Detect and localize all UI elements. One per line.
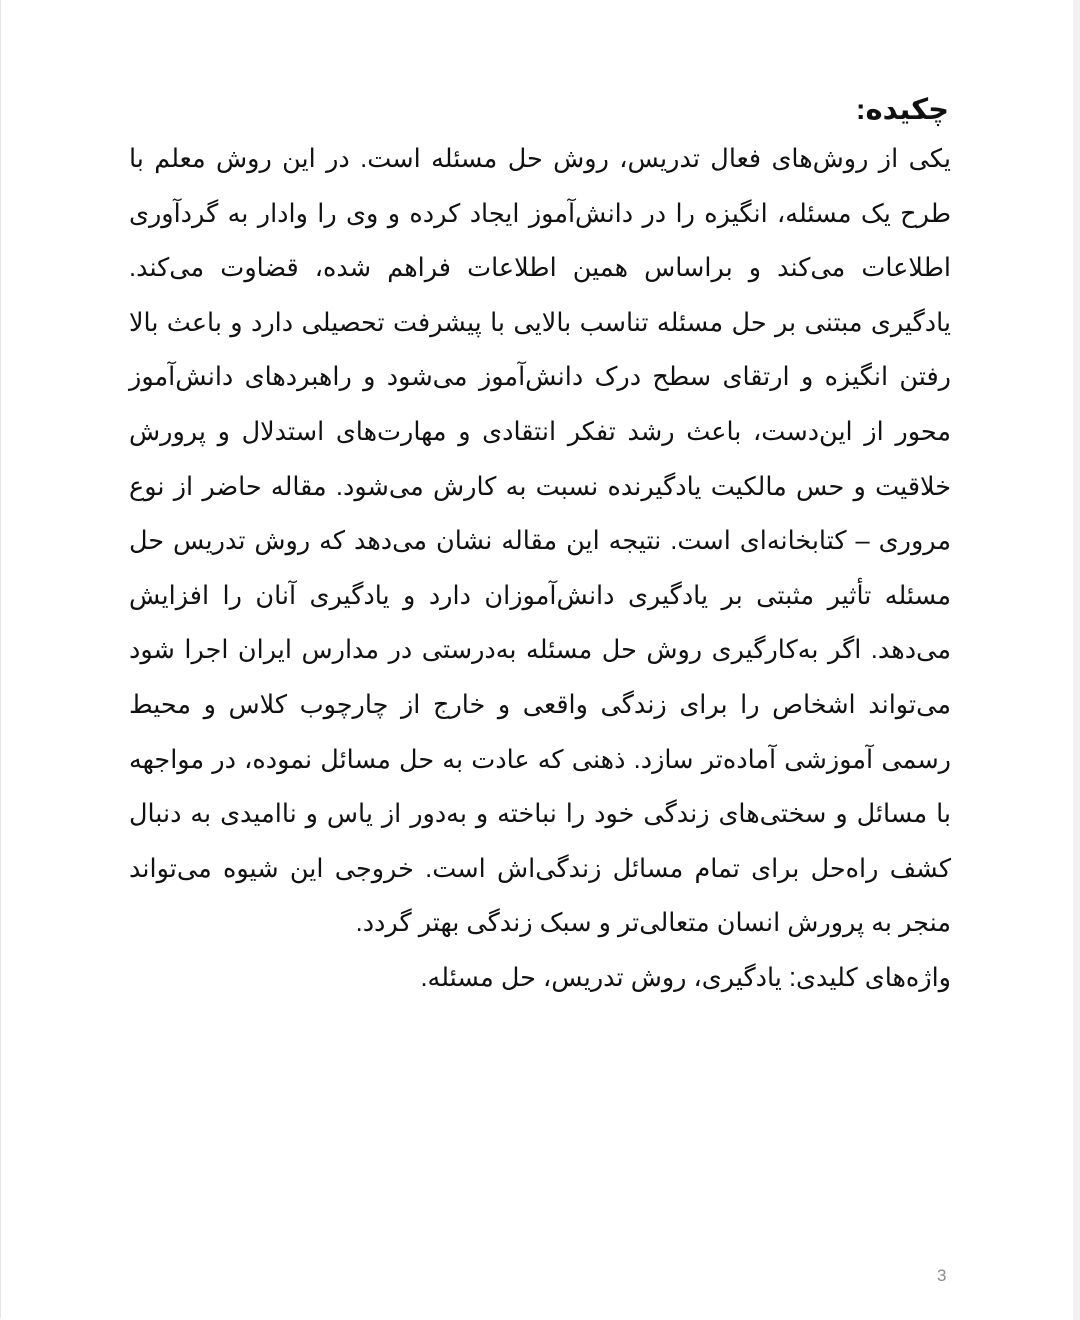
abstract-paragraph: یکی از روش‌های فعال تدریس، روش حل مسئله است. در این روش معلم با طرح یک مسئله، انگیزه را در دانش‌آموز ایجاد کرده و وی را وادار به گردآوری اطلاعات می‌کند و براساس همین اطلاعات فراهم شده، قضاوت می‌کند. یادگیری مبتنی بر حل مسئله تناسب بالایی با پیشرفت تحصیلی دارد و باعث بالا رفتن انگیزه و ارتقای سطح درک دانش‌آموز می‌شود و راهبردهای دانش‌آموز محور از این‌دست، باعث رشد تفکر انتقادی و مهارت‌های استدلال و پرورش خلاقیت و حس مالکیت یادگیرنده نسبت به کارش می‌شود. مقاله حاضر از نوع مروری – کتابخانه‌ای است. نتیجه این مقاله نشان می‌دهد که روش تدریس حل مسئله تأثیر مثبتی بر یادگیری دانش‌آموزان دارد و یادگیری آنان را افزایش می‌دهد. اگر به‌کارگیری روش حل مسئله به‌درستی در مدارس ایران اجرا شود می‌تواند اشخاص را برای زندگی واقعی و خارج از چارچوب کلاس و محیط رسمی آموزشی آماده‌تر سازد. ذهنی که عادت به حل مسائل نموده، در مواجهه با مسائل و سختی‌های زندگی خود را نباخته و به‌دور از یاس و ناامیدی به دنبال کشف راه‌حل برای تمام مسائل زندگی‌اش است. خروجی این شیوه می‌تواند منجر به پرورش انسان متعالی‌تر و سبک زندگی بهتر گردد. (129, 145, 951, 938)
abstract-heading: چکیده: (855, 94, 949, 126)
page-number: 3 (937, 1266, 947, 1285)
keywords-line: واژه‌های کلیدی: یادگیری، روش تدریس، حل مسئله. (420, 963, 951, 992)
document-body (129, 88, 951, 1006)
page-edge (1073, 0, 1080, 1320)
